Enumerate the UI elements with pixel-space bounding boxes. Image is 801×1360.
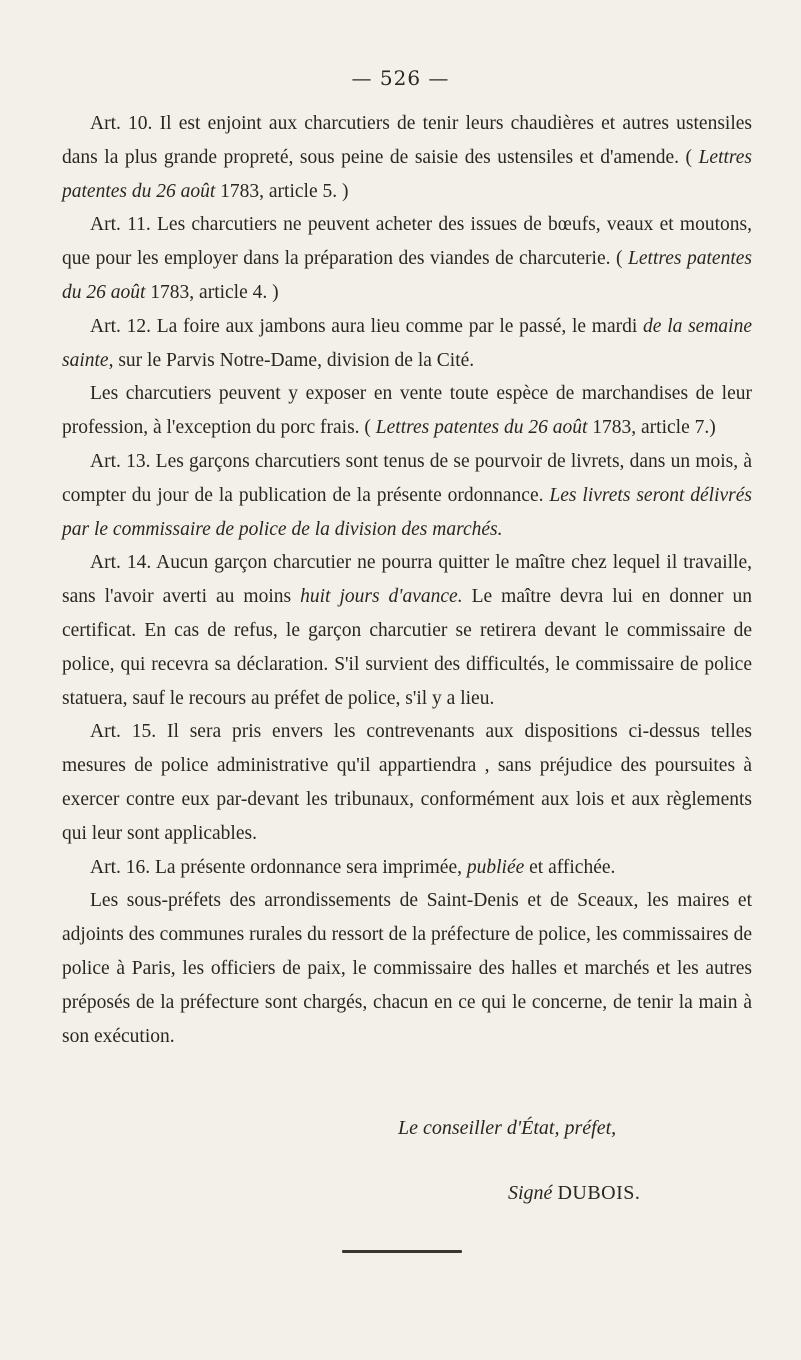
article-13-text: Art. 13. Les garçons charcutiers sont tenus de se pourvoir de livrets, dans un mois, à compter du jour de la publication de la présente ordonnance. — [62, 450, 752, 506]
article-12-continued — [62, 377, 752, 445]
article-12b-reference: Lettres patentes du 26 août — [375, 417, 588, 439]
article-12b-text: Les charcutiers peuvent y exposer en vente toute espèce de marchandises de leur profession, à l'exception du porc frais. ( — [62, 383, 752, 439]
article-10-end: 1783, article 5. ) — [220, 180, 349, 202]
article-13 — [62, 445, 752, 546]
article-12-end: , sur le Parvis Notre-Dame, division de la Cité. — [108, 349, 475, 371]
article-10-text: Art. 10. Il est enjoint aux charcutiers de tenir leurs chaudières et autres ustensiles dans la plus grande propreté, sous peine de saisie des ustensiles et d'amende. ( — [62, 113, 752, 168]
article-12-italic: de la semaine sainte — [62, 315, 752, 371]
article-11-reference: Lettres patentes du 26 août — [62, 248, 752, 303]
article-14-text: Art. 14. Aucun garçon charcutier ne pourra quitter le maître chez lequel il travaille, sans l'avoir averti au moins — [62, 552, 752, 608]
signatory-title: Le conseiller d'État, préfet, — [398, 1117, 617, 1139]
article-16-end: et affichée. — [529, 856, 616, 878]
article-16-text: Art. 16. La présente ordonnance sera imprimée, — [90, 856, 462, 878]
article-11 — [62, 208, 752, 309]
page-number-header: — 526 — — [351, 66, 450, 90]
article-11-text: Art. 11. Les charcutiers ne peuvent acheter des issues de bœufs, veaux et moutons, que pour les employer dans la préparation des viandes de charcuterie. ( — [62, 214, 752, 270]
article-10 — [62, 107, 752, 208]
article-12b-end: 1783, article 7.) — [592, 417, 716, 439]
article-12 — [62, 310, 752, 378]
article-14 — [62, 546, 752, 715]
article-14-end: Le maître devra lui en donner un certificat. En cas de refus, le garçon charcutier se retirera devant le commissaire de police, qui recevra sa déclaration. S'il survient des difficultés, le commissaire de police statuera, sauf le recours au préfet de police, s'il y a lieu. — [62, 586, 752, 709]
article-16-italic: publiée — [466, 856, 525, 878]
signed-label: Signé — [508, 1182, 553, 1204]
article-16-continued: Les sous-préfets des arrondissements de Saint-Denis et de Sceaux, les maires et adjoints des communes rurales du ressort de la préfecture de police, les commissaires de police à Paris, les officiers de paix, le commissaire des halles et marchés et les autres préposés de la préfecture sont chargés, chacun en ce qui le concerne, de tenir la main à son exécution. — [62, 890, 752, 1047]
article-11-end: 1783, article 4. ) — [150, 281, 279, 303]
closing-rule-divider — [342, 1250, 462, 1253]
signatory-name: DUBOIS. — [557, 1182, 641, 1204]
signature-line — [508, 1182, 640, 1205]
article-12-text: Art. 12. La foire aux jambons aura lieu comme par le passé, le mardi — [90, 315, 638, 337]
article-10-reference: Lettres patentes du 26 août — [62, 146, 753, 202]
ordinance-body — [62, 107, 752, 1053]
article-15: Art. 15. Il sera pris envers les contrevenants aux dispositions ci-dessus telles mesures de police administrative qu'il appartiendra , sans préjudice des poursuites à exercer contre eux par-devant les tribunaux, conformément aux lois et aux règlements qui leur sont applicables. — [62, 721, 752, 844]
article-13-italic: Les livrets seront délivrés par le commissaire de police de la division des marchés. — [62, 484, 752, 540]
article-16 — [62, 851, 752, 885]
article-14-italic: huit jours d'avance. — [300, 586, 463, 608]
